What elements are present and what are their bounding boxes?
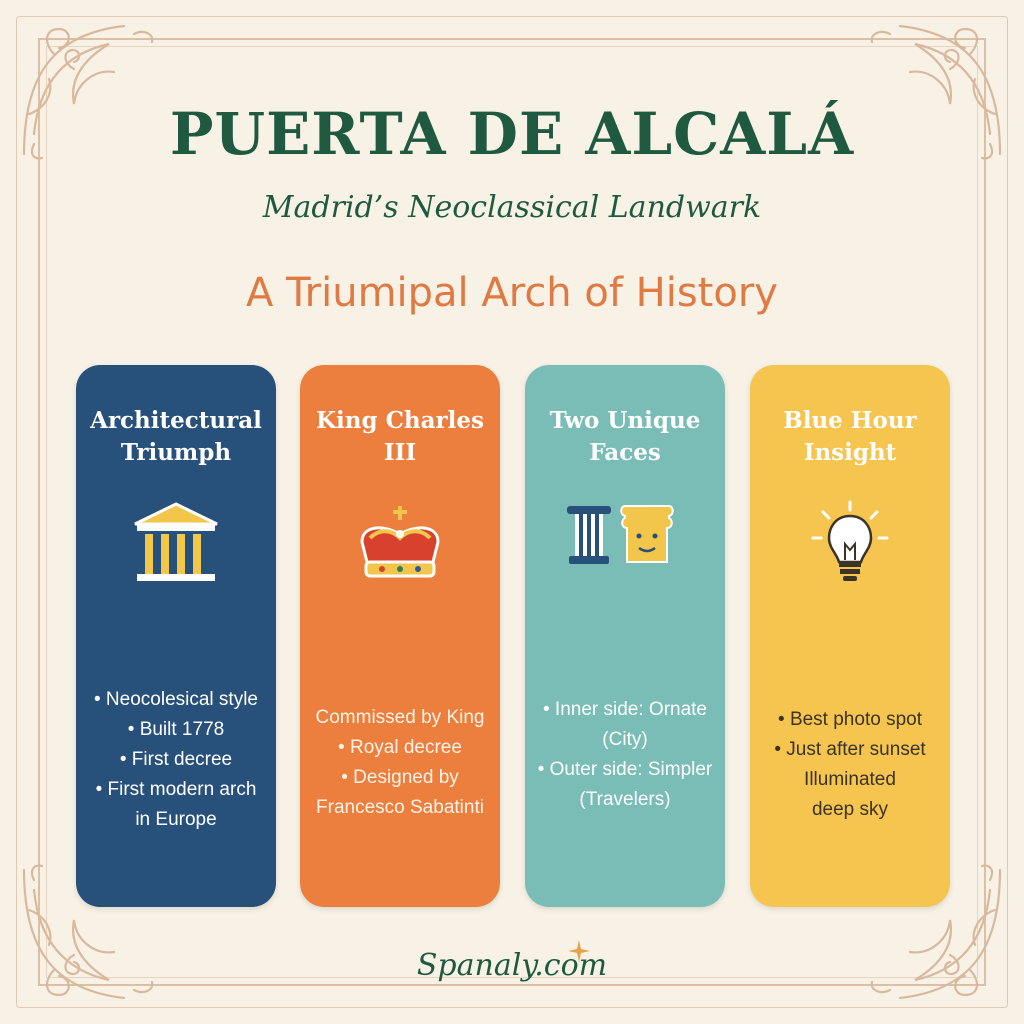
list-item: in Europe <box>135 809 217 830</box>
page-subtitle: Madrid’s Neoclassical Landwark <box>262 190 762 225</box>
card-blue-hour-insight <box>750 365 950 907</box>
card-list <box>758 705 942 825</box>
card-list <box>308 703 492 823</box>
card-title: Two Unique Faces <box>549 407 701 466</box>
list-item: Illuminated <box>804 769 896 790</box>
list-item: • Built 1778 <box>127 719 225 740</box>
list-item: deep sky <box>811 799 889 820</box>
list-item: • Outer side: Simpler <box>537 759 713 780</box>
list-item: • First decree <box>119 749 233 770</box>
list-item: • Royal decree <box>338 737 462 758</box>
list-item: • Best photo spot <box>778 709 922 730</box>
card-title: Blue Hour Insight <box>783 407 917 466</box>
card-title: King Charles III <box>316 407 484 466</box>
card-two-unique-faces <box>525 365 725 907</box>
list-item: • Just after sunset <box>774 739 926 760</box>
card-king-charles-iii <box>300 365 500 907</box>
list-item: • Neocolesical style <box>94 689 258 710</box>
section-heading: A Triumipal Arch of History <box>246 270 778 316</box>
card-list <box>84 685 268 835</box>
list-item: Commissed by King <box>315 707 485 728</box>
list-item: • First modern arch <box>95 779 257 800</box>
list-item: (City) <box>602 729 648 750</box>
list-item: • Inner side: Ornate <box>542 699 707 720</box>
card-list <box>533 695 717 815</box>
footer-brand: Spanaly.com <box>416 948 608 983</box>
list-item: (Travelers) <box>579 789 671 810</box>
crown-icon <box>352 500 448 590</box>
card-title: Architectural Triumph <box>90 407 262 466</box>
list-item: Francesco Sabatinti <box>316 797 484 818</box>
card-architectural-triumph <box>76 365 276 907</box>
temple-columns-icon <box>131 500 221 590</box>
column-and-face-icon <box>563 500 687 570</box>
list-item: • Designed by <box>341 767 459 788</box>
page-title: PUERTA DE ALCALÁ <box>169 100 855 168</box>
light-bulb-icon <box>805 500 895 590</box>
